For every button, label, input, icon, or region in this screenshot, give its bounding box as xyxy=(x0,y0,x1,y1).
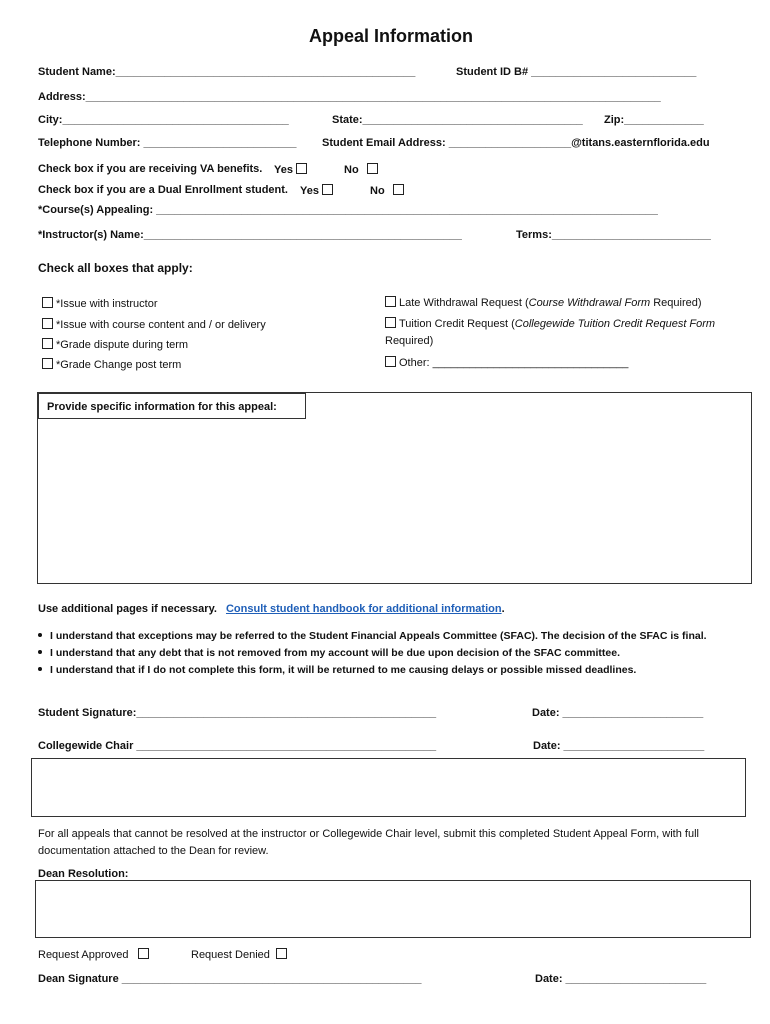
option-checkbox[interactable] xyxy=(385,356,396,367)
period: . xyxy=(501,603,505,615)
option-course-content[interactable] xyxy=(42,318,266,331)
option-checkbox[interactable] xyxy=(42,358,53,369)
student-id-field[interactable]: Student ID B# ___________________________ xyxy=(456,66,697,78)
appeal-box-label: Provide specific information for this appeal: xyxy=(38,393,306,419)
dean-resolution-box[interactable] xyxy=(35,880,751,938)
dual-enrollment-label: Check box if you are a Dual Enrollment student. xyxy=(38,184,288,196)
request-approved-option[interactable] xyxy=(38,948,152,961)
tuition-credit-required: Required) xyxy=(385,335,434,347)
bullet-text: I understand that any debt that is not removed from my account will be due upon decision of the SFAC committee. xyxy=(50,647,620,659)
option-label: *Grade dispute during term xyxy=(56,339,189,351)
dual-no-checkbox[interactable] xyxy=(393,184,404,195)
bullet-dot xyxy=(38,650,42,654)
va-yes-label: Yes xyxy=(274,164,293,176)
chair-resolution-box[interactable] xyxy=(31,758,746,817)
bullet-item xyxy=(38,664,636,676)
request-denied-label: Request Denied xyxy=(191,949,270,961)
option-checkbox[interactable] xyxy=(385,317,396,328)
va-benefits-label: Check box if you are receiving VA benefits. xyxy=(38,163,263,175)
dual-yes-option[interactable] xyxy=(300,184,336,197)
telephone-field[interactable]: Telephone Number: _________________________ xyxy=(38,137,297,149)
dual-yes-checkbox[interactable] xyxy=(322,184,333,195)
option-checkbox[interactable] xyxy=(42,338,53,349)
bullet-text: I understand that if I do not complete this form, it will be returned to me causing delays or possible missed deadlines. xyxy=(50,664,637,676)
bullet-item xyxy=(38,630,707,642)
bullet-dot xyxy=(38,667,42,671)
option-label: Other: ________________________________ xyxy=(399,357,629,369)
courses-appealing-field[interactable]: *Course(s) Appealing: __________________________________________________________________________________ xyxy=(38,204,658,216)
chair-date-field[interactable]: Date: _______________________ xyxy=(533,740,705,752)
handbook-link[interactable]: Consult student handbook for additional information xyxy=(225,603,502,615)
option-checkbox[interactable] xyxy=(42,318,53,329)
bullet-text: I understand that exceptions may be referred to the Student Financial Appeals Committee (SFAC). The decision of the SFAC is final. xyxy=(50,630,707,642)
request-denied-checkbox[interactable] xyxy=(276,948,287,959)
dual-yes-label: Yes xyxy=(300,185,319,197)
va-no-label: No xyxy=(344,164,359,176)
dean-signature-field[interactable]: Dean Signature _________________________________________________ xyxy=(38,973,422,985)
student-name-field[interactable]: Student Name:_________________________________________________ xyxy=(38,66,416,78)
option-label: Tuition Credit Request ( xyxy=(399,318,515,330)
dean-resolution-label: Dean Resolution: xyxy=(38,868,129,880)
option-tuition-credit[interactable] xyxy=(385,317,715,330)
additional-pages-text: Use additional pages if necessary. xyxy=(38,603,217,615)
dual-no-option[interactable] xyxy=(370,184,407,197)
dual-no-label: No xyxy=(370,185,385,197)
bullet-item xyxy=(38,647,620,659)
tuition-credit-form-name: Collegewide Tuition Credit Request Form xyxy=(514,318,716,330)
city-field[interactable]: City:_____________________________________ xyxy=(38,114,289,126)
option-label: *Issue with course content and / or delivery xyxy=(56,319,266,331)
request-approved-checkbox[interactable] xyxy=(138,948,149,959)
option-label-suffix: Required) xyxy=(650,297,702,309)
chair-signature-field[interactable]: Collegewide Chair _________________________________________________ xyxy=(38,740,437,752)
check-all-heading: Check all boxes that apply: xyxy=(38,261,193,275)
va-no-checkbox[interactable] xyxy=(367,163,378,174)
request-approved-label: Request Approved xyxy=(38,949,129,961)
student-signature-field[interactable]: Student Signature:_________________________________________________ xyxy=(38,707,437,719)
option-other[interactable] xyxy=(385,356,628,369)
option-issue-instructor[interactable] xyxy=(42,297,157,310)
option-checkbox[interactable] xyxy=(385,296,396,307)
additional-info-line xyxy=(38,603,505,615)
option-label: *Issue with instructor xyxy=(56,298,158,310)
dean-note-line-1: For all appeals that cannot be resolved at the instructor or Collegewide Chair level, submit this completed Student Appeal Form, with full xyxy=(38,828,699,840)
dean-note-line-2: documentation attached to the Dean for review. xyxy=(38,845,269,857)
va-no-option[interactable] xyxy=(344,163,381,176)
option-grade-change[interactable] xyxy=(42,358,181,371)
option-label: *Grade Change post term xyxy=(56,359,182,371)
course-withdrawal-form-name: Course Withdrawal Form xyxy=(528,297,651,309)
email-field[interactable]: Student Email Address: ____________________@titans.easternflorida.edu xyxy=(322,137,710,149)
student-date-field[interactable]: Date: _______________________ xyxy=(532,707,704,719)
terms-field[interactable]: Terms:__________________________ xyxy=(516,229,711,241)
page-title: Appeal Information xyxy=(308,26,473,46)
option-label: Late Withdrawal Request ( xyxy=(399,297,529,309)
va-yes-checkbox[interactable] xyxy=(296,163,307,174)
option-late-withdrawal[interactable] xyxy=(385,296,702,309)
zip-field[interactable]: Zip:_____________ xyxy=(604,114,704,126)
instructor-name-field[interactable]: *Instructor(s) Name:____________________________________________________ xyxy=(38,229,462,241)
option-grade-dispute[interactable] xyxy=(42,338,188,351)
va-yes-option[interactable] xyxy=(274,163,310,176)
state-field[interactable]: State:____________________________________ xyxy=(332,114,583,126)
bullet-dot xyxy=(38,633,42,637)
request-denied-option[interactable] xyxy=(191,948,290,961)
appeal-details-textarea[interactable] xyxy=(37,392,752,584)
option-checkbox[interactable] xyxy=(42,297,53,308)
dean-date-field[interactable]: Date: _______________________ xyxy=(535,973,707,985)
address-field[interactable]: Address:______________________________________________________________________________________________ xyxy=(38,91,661,103)
